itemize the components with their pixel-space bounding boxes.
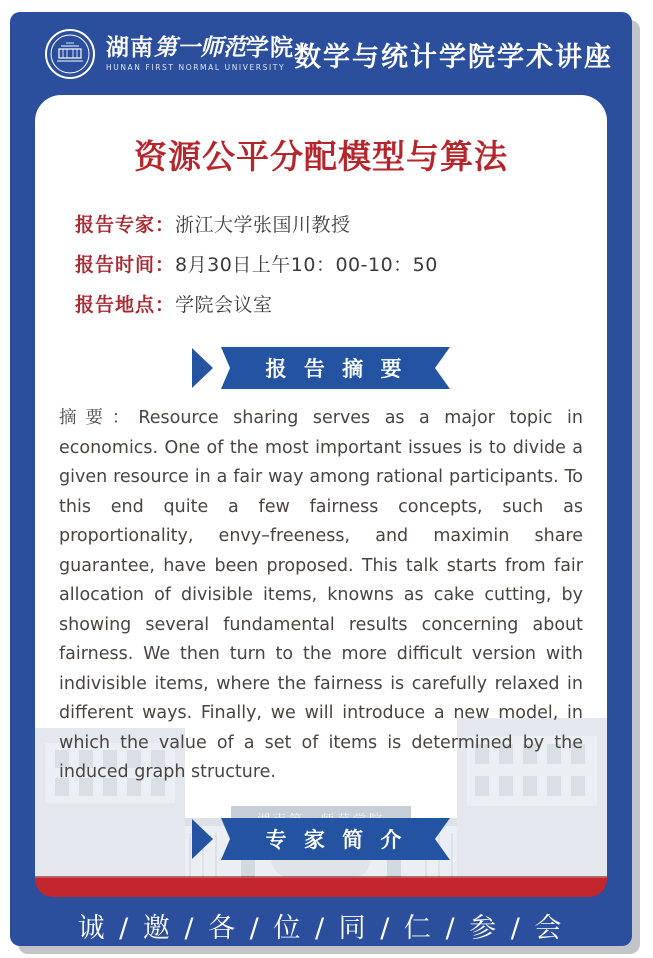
info-row-location: [75, 290, 583, 317]
speaker-value: 浙江大学张国川教授: [175, 214, 351, 236]
bio-paragraph: [59, 875, 583, 879]
abstract-banner-label: 报 告 摘 要: [265, 357, 407, 381]
bio-banner: [192, 818, 450, 860]
university-seal-icon: [44, 28, 96, 80]
university-name-block: [106, 34, 294, 72]
university-name-suffix: 学院: [246, 34, 294, 61]
lecture-info: [59, 210, 583, 317]
university-brand: [44, 28, 294, 80]
time-value: 8月30日上午10：00-10：50: [175, 254, 438, 276]
info-row-speaker: [75, 210, 583, 237]
time-label: 报告时间：: [75, 254, 176, 276]
poster-background: [10, 12, 632, 946]
university-name-cn: [106, 34, 294, 61]
abstract-prefix: 摘要：: [59, 408, 139, 428]
university-name-en: HUNAN FIRST NORMAL UNIVERSITY: [106, 62, 286, 72]
abstract-paragraph: [59, 404, 583, 788]
location-value: 学院会议室: [175, 294, 273, 316]
lecture-title: 资源公平分配模型与算法: [134, 137, 508, 176]
event-title: 数学与统计学院学术讲座: [294, 41, 613, 73]
university-name-prefix: 湖南: [106, 34, 154, 61]
location-label: 报告地点：: [75, 294, 176, 316]
speaker-label: 报告专家：: [75, 214, 176, 236]
red-base-band: [35, 876, 607, 897]
bio-banner-label: 专 家 简 介: [265, 827, 407, 852]
card-content: [35, 131, 607, 878]
poster-header: [10, 12, 632, 96]
university-name-calligraphy: 第一师范: [154, 34, 246, 61]
abstract-banner: [192, 347, 450, 389]
content-card: [35, 95, 607, 878]
footer-invite-text: 诚 / 邀 / 各 / 位 / 同 / 仁 / 参 / 会: [77, 912, 565, 944]
abstract-text: Resource sharing serves as a major topic in economics. One of the most important issues is to divide a given resource in a fair way among rational participants. To this end quite a few fairness concepts, such as proportionality, envy–freeness, and maximin share guarantee, have been proposed. This talk starts from fair allocation of divisible items, knowns as cake cutting, by showing several fundamental results concerning about fairness. We then turn to the more difficult version with indivisible items, where the fairness is carefully relaxed in different ways. Finally, we will introduce a new model, in which the value of a set of items is determined by the induced graph structure.: [59, 408, 583, 782]
info-row-time: [75, 250, 583, 277]
